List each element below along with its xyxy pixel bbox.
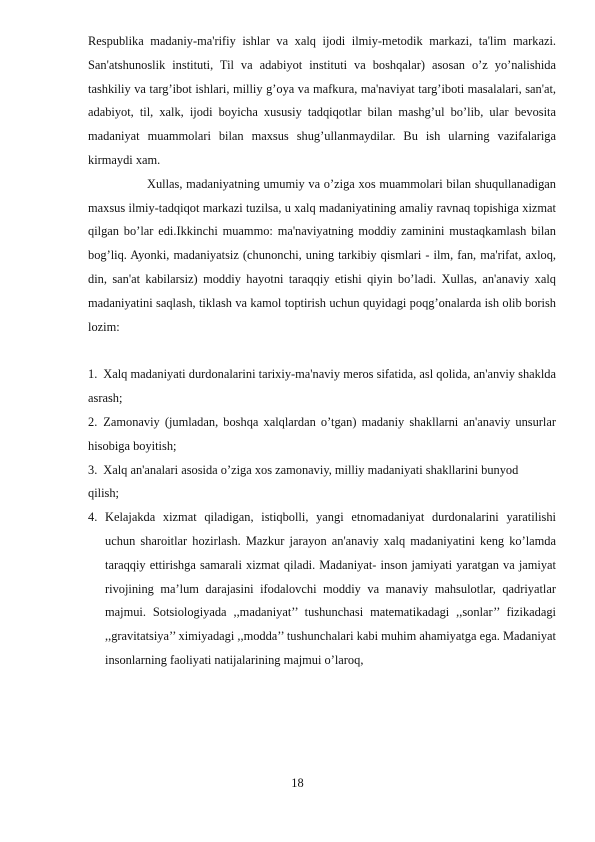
- list-number: 4.: [88, 510, 98, 525]
- list-item-3: [88, 459, 533, 507]
- list-text: Zamonaviy (jumladan, boshqa xalqlardan o’tgan) madaniy shakllarni an'anaviy unsurlar hisobiga boyitish;: [88, 414, 556, 453]
- list-text: Kelajakda xizmat qiladigan, istiqbolli, yangi etnomadaniyat durdonalarini yaratilishi uchun sharoitlar hozirlash. Mazkur jarayon an'anaviy xalq madaniyatini keng ko’lamda taraqqiy ettirishga samarali xizmat qiladi. Madaniyat- inson jamiyati yaratgan va jamiyat rivojining ma’lum darajasini ifodalovchi moddiy va manaviy mahsulotlar, qadriyatlar majmui. Sotsiologiyada ,,madaniyat’’ tushunchasi matematikadagi ,,sonlar’’ fizikadagi ,,gravitatsiya’’ ximiyadagi ,,modda’’ tushunchalari kabi muhim ahamiyatga ega. Madaniyat insonlarning faoliyati natijalarining majmui o’laroq,: [105, 510, 556, 667]
- list-number: 2.: [88, 414, 98, 429]
- list-item-1: [88, 363, 556, 411]
- list-number: 1.: [88, 367, 98, 382]
- list-item-2: [88, 411, 556, 459]
- paragraph-1: Respublika madaniy-ma'rifiy ishlar va xalq ijodi ilmiy-metodik markazi, ta'lim markazi. San'atshunoslik instituti, Til va adabiyot instituti va boshqalar) asosan o’z yo’nalishida tashkiliy va targ’ibot ishlari, milliy g’oya va mafkura, ma'naviyat targ’iboti masalalari, san'at, adabiyot, til, xalk, ijodi boyicha xususiy tadqiqotlar bilan mashg’ul bo’lib, ular bevosita madaniyat muammolari bilan maxsus shug’ullanmaydilar. Bu ish ularning vazifalariga kirmaydi xam.: [88, 34, 556, 167]
- page-number: 18: [291, 776, 304, 790]
- paragraph-2: Xullas, madaniyatning umumiy va o’ziga xos muammolari bilan shuqullanadigan maxsus ilmiy-tadqiqot markazi tuzilsa, u xalq madaniyatining amaliy ravnaq topishiga xizmat qilgan bo’lar edi.Ikkinchi muammo: ma'naviyatning moddiy zaminini mustaqkamlash bilan bog’liq. Ayonki, madaniyatsiz (chunonchi, uning tarkibiy qismlari - ilm, fan, ma'rifat, axloq, din, san'at kabilarsiz) moddiy hayotni taraqqiy etishi qiyin bo’ladi. Xullas, an'anaviy xalq madaniyatini saqlash, tiklash va kamol toptirish uchun quyidagi poqg’onalarda ish olib borish lozim:: [88, 176, 556, 334]
- list-number: 3.: [88, 462, 98, 477]
- document-page: [88, 30, 556, 673]
- list-text: Xalq an'analari asosida o’ziga xos zamonaviy, milliy madaniyati shakllarini bunyod qilish;: [88, 462, 519, 501]
- paragraph-gap: [88, 339, 556, 363]
- list-item-4: [88, 506, 556, 673]
- list-text: Xalq madaniyati durdonalarini tarixiy-ma'naviy meros sifatida, asl qolida, an'anviy shaklda asrash;: [88, 367, 556, 406]
